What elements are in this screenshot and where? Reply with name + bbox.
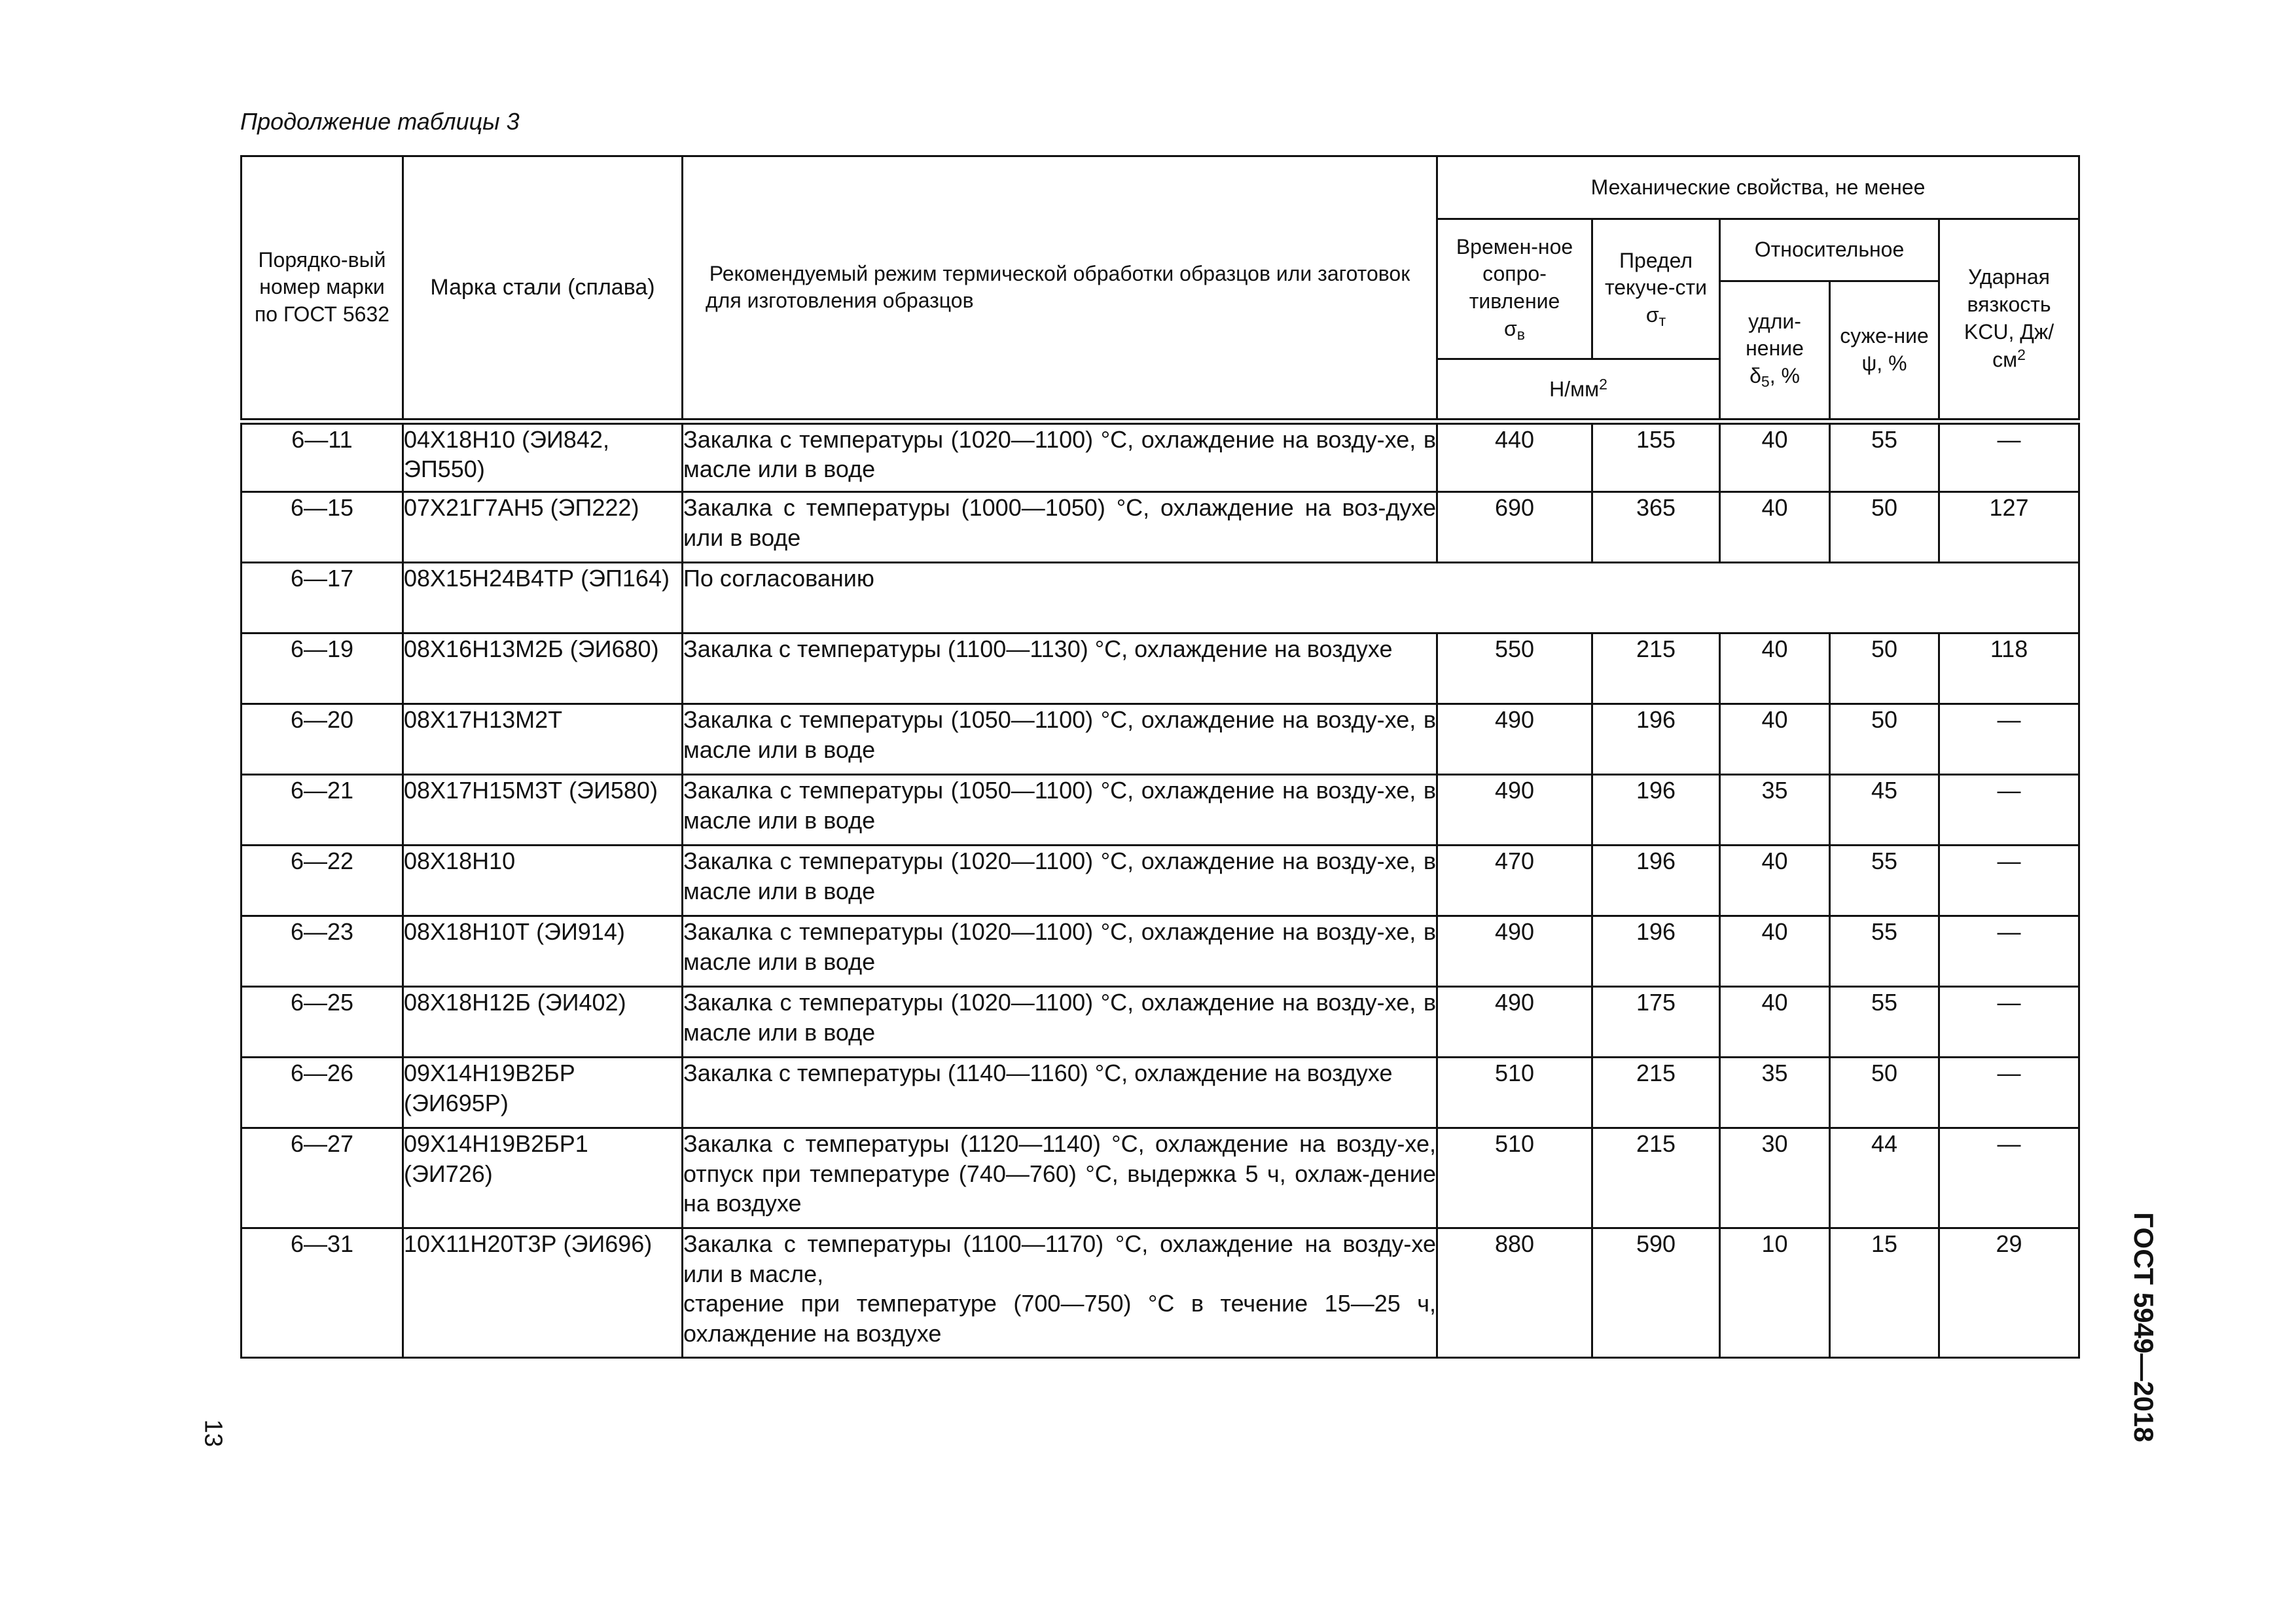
header-impact-strength (1939, 219, 2079, 421)
impact-strength-cell: — (1939, 1058, 2079, 1128)
yield-strength-cell: 196 (1592, 846, 1720, 916)
table-row (242, 1058, 2079, 1128)
elongation-unit: , % (1769, 363, 1800, 387)
reduction-cell: 55 (1830, 987, 1939, 1058)
tensile-strength-cell: 510 (1437, 1058, 1592, 1128)
reduction-symbol: ψ, % (1861, 351, 1907, 375)
elongation-subscript: 5 (1761, 372, 1770, 390)
elongation-cell: 30 (1720, 1128, 1830, 1228)
grade-number-cell: 6—11 (242, 421, 403, 492)
grade-number-cell: 6—15 (242, 492, 403, 563)
heat-treatment-cell: Закалка с температуры (1050—1100) °С, охлаждение на возду-хе, в масле или в воде (683, 704, 1437, 775)
elongation-cell: 40 (1720, 492, 1830, 563)
reduction-cell: 55 (1830, 421, 1939, 492)
impact-strength-cell: 118 (1939, 633, 2079, 704)
impact-strength-cell: 127 (1939, 492, 2079, 563)
heat-treatment-cell: Закалка с температуры (1020—1100) °С, охлаждение на возду-хе, в масле или в воде (683, 916, 1437, 987)
page-number-text: 13 (199, 1419, 227, 1448)
steel-grade-cell: 09Х14Н19В2БР (ЭИ695Р) (403, 1058, 683, 1128)
grade-number-cell: 6—22 (242, 846, 403, 916)
tensile-strength-cell: 490 (1437, 704, 1592, 775)
table-row (242, 1128, 2079, 1228)
table-row (242, 987, 2079, 1058)
impact-strength-cell: 29 (1939, 1228, 2079, 1358)
heat-treatment-cell: Закалка с температуры (1100—1130) °С, охлаждение на воздухе (683, 633, 1437, 704)
properties-table (240, 155, 2080, 1359)
tensile-strength-cell: 490 (1437, 916, 1592, 987)
tensile-strength-cell: 510 (1437, 1128, 1592, 1228)
steel-grade-cell: 08Х17Н15М3Т (ЭИ580) (403, 775, 683, 846)
header-reduction (1830, 281, 1939, 421)
impact-strength-cell: — (1939, 1128, 2079, 1228)
yield-strength-cell: 365 (1592, 492, 1720, 563)
page-number (196, 1414, 229, 1453)
elongation-cell: 10 (1720, 1228, 1830, 1358)
tensile-strength-cell: 490 (1437, 987, 1592, 1058)
table-row (242, 775, 2079, 846)
table-row (242, 1228, 2079, 1358)
table-caption: Продолжение таблицы 3 (240, 108, 520, 135)
table-row (242, 421, 2079, 492)
grade-number-cell: 6—17 (242, 563, 403, 633)
steel-grade-cell: 08Х17Н13М2Т (403, 704, 683, 775)
elongation-cell: 40 (1720, 987, 1830, 1058)
yield-symbol: σ (1645, 302, 1659, 327)
elongation-symbol: δ (1749, 363, 1761, 387)
elongation-cell: 40 (1720, 633, 1830, 704)
yield-strength-cell: 215 (1592, 1128, 1720, 1228)
table-row (242, 492, 2079, 563)
reduction-cell: 15 (1830, 1228, 1939, 1358)
impact-strength-cell: — (1939, 421, 2079, 492)
reduction-cell: 50 (1830, 633, 1939, 704)
elongation-cell: 35 (1720, 775, 1830, 846)
elongation-cell: 40 (1720, 704, 1830, 775)
impact-strength-cell: — (1939, 704, 2079, 775)
header-tensile-strength (1437, 219, 1592, 359)
steel-grade-cell: 08Х15Н24В4ТР (ЭП164) (403, 563, 683, 633)
reduction-cell: 50 (1830, 1058, 1939, 1128)
steel-grade-cell: 07Х21Г7АН5 (ЭП222) (403, 492, 683, 563)
reduction-label: суже-ние (1840, 324, 1929, 348)
header-steel-grade: Марка стали (сплава) (403, 156, 683, 421)
reduction-cell: 55 (1830, 846, 1939, 916)
tensile-strength-cell: 550 (1437, 633, 1592, 704)
yield-strength-cell: 215 (1592, 1058, 1720, 1128)
header-elongation (1720, 281, 1830, 421)
heat-treatment-cell: Закалка с температуры (1000—1050) °С, охлаждение на воз-духе или в воде (683, 492, 1437, 563)
steel-grade-cell: 09Х14Н19В2БР1 (ЭИ726) (403, 1128, 683, 1228)
grade-number-cell: 6—21 (242, 775, 403, 846)
elongation-cell: 40 (1720, 421, 1830, 492)
document-code-text: ГОСТ 5949—2018 (2128, 1212, 2159, 1442)
grade-number-cell: 6—19 (242, 633, 403, 704)
header-yield-strength (1592, 219, 1720, 359)
impact-superscript: 2 (2017, 346, 2026, 364)
grade-number-cell: 6—23 (242, 916, 403, 987)
table-row (242, 704, 2079, 775)
heat-treatment-cell: Закалка с температуры (1140—1160) °С, охлаждение на воздухе (683, 1058, 1437, 1128)
steel-grade-cell: 08Х18Н10Т (ЭИ914) (403, 916, 683, 987)
impact-label: Ударная вязкость KCU, Дж/см (1964, 265, 2054, 372)
tensile-strength-cell: 440 (1437, 421, 1592, 492)
reduction-cell: 50 (1830, 492, 1939, 563)
yield-label: Предел текуче-сти (1604, 248, 1708, 300)
table-row (242, 846, 2079, 916)
grade-number-cell: 6—31 (242, 1228, 403, 1358)
unit-label: Н/мм (1549, 377, 1600, 401)
grade-number-cell: 6—25 (242, 987, 403, 1058)
steel-grade-cell: 08Х18Н12Б (ЭИ402) (403, 987, 683, 1058)
steel-grade-cell: 04Х18Н10 (ЭИ842, ЭП550) (403, 421, 683, 492)
yield-strength-cell: 155 (1592, 421, 1720, 492)
heat-treatment-cell: Закалка с температуры (1050—1100) °С, охлаждение на возду-хе, в масле или в воде (683, 775, 1437, 846)
tensile-subscript: в (1516, 325, 1525, 343)
impact-strength-cell: — (1939, 916, 2079, 987)
reduction-cell: 50 (1830, 704, 1939, 775)
tensile-strength-cell: 880 (1437, 1228, 1592, 1358)
grade-number-cell: 6—20 (242, 704, 403, 775)
header-heat-treatment: Рекомендуемый режим термической обработки образцов или заготовок для изготовления образцов (683, 156, 1437, 421)
tensile-symbol: σ (1504, 316, 1517, 340)
elongation-cell: 40 (1720, 846, 1830, 916)
steel-grade-cell: 10Х11Н20Т3Р (ЭИ696) (403, 1228, 683, 1358)
header-unit (1437, 359, 1720, 421)
steel-grade-cell: 08Х18Н10 (403, 846, 683, 916)
table-row (242, 633, 2079, 704)
yield-strength-cell: 196 (1592, 916, 1720, 987)
header-mechanical-properties: Механические свойства, не менее (1437, 156, 2079, 219)
tensile-strength-cell: 490 (1437, 775, 1592, 846)
table-row (242, 916, 2079, 987)
yield-subscript: т (1659, 312, 1666, 329)
header-grade-number: Порядко-вый номер марки по ГОСТ 5632 (242, 156, 403, 421)
reduction-cell: 45 (1830, 775, 1939, 846)
grade-number-cell: 6—26 (242, 1058, 403, 1128)
table-body (242, 421, 2079, 1358)
yield-strength-cell: 196 (1592, 704, 1720, 775)
impact-strength-cell: — (1939, 987, 2079, 1058)
elongation-cell: 40 (1720, 916, 1830, 987)
header-relative: Относительное (1720, 219, 1939, 281)
tensile-label: Времен-ное сопро-тивление (1456, 234, 1573, 313)
yield-strength-cell: 196 (1592, 775, 1720, 846)
reduction-cell: 44 (1830, 1128, 1939, 1228)
side-document-code (2124, 1209, 2163, 1445)
heat-treatment-cell: Закалка с температуры (1020—1100) °С, охлаждение на возду-хе, в масле или в воде (683, 846, 1437, 916)
steel-grade-cell: 08Х16Н13М2Б (ЭИ680) (403, 633, 683, 704)
unit-superscript: 2 (1599, 375, 1607, 393)
reduction-cell: 55 (1830, 916, 1939, 987)
yield-strength-cell: 590 (1592, 1228, 1720, 1358)
heat-treatment-cell: Закалка с температуры (1120—1140) °С, охлаждение на возду-хе, отпуск при температуре (740—760) °С, выдержка 5 ч, охлаж-дение на воздухе (683, 1128, 1437, 1228)
table-row (242, 563, 2079, 633)
elongation-cell: 35 (1720, 1058, 1830, 1128)
grade-number-cell: 6—27 (242, 1128, 403, 1228)
heat-treatment-cell: Закалка с температуры (1020—1100) °С, охлаждение на возду-хе, в масле или в воде (683, 987, 1437, 1058)
heat-treatment-cell: По согласованию (683, 563, 2079, 633)
heat-treatment-cell: Закалка с температуры (1020—1100) °С, охлаждение на возду-хе, в масле или в воде (683, 421, 1437, 492)
table-header (242, 156, 2079, 421)
elongation-label: удли-нение (1746, 309, 1804, 361)
impact-strength-cell: — (1939, 846, 2079, 916)
yield-strength-cell: 175 (1592, 987, 1720, 1058)
impact-strength-cell: — (1939, 775, 2079, 846)
tensile-strength-cell: 470 (1437, 846, 1592, 916)
yield-strength-cell: 215 (1592, 633, 1720, 704)
heat-treatment-cell: Закалка с температуры (1100—1170) °С, охлаждение на возду-хе или в масле, старение при температуре (700—750) °С в течение 15—25 ч, охлаждение на воздухе (683, 1228, 1437, 1358)
tensile-strength-cell: 690 (1437, 492, 1592, 563)
